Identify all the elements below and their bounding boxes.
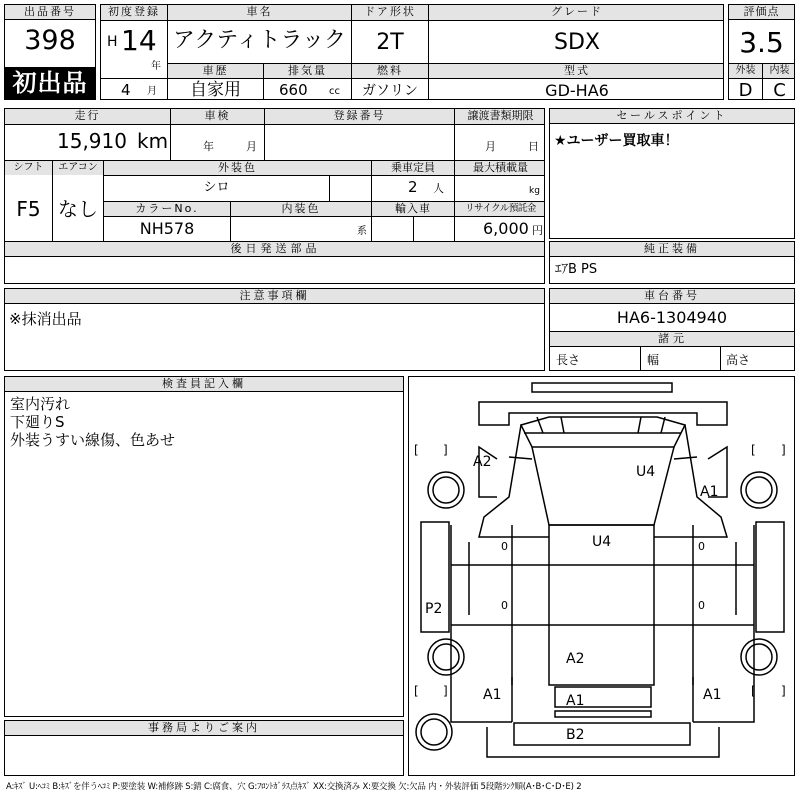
- mark-zero-3: 0: [501, 599, 508, 612]
- damage-tailgate: A1: [566, 693, 585, 709]
- car-name-label: 車名: [168, 5, 351, 20]
- capacity-unit: 人: [433, 182, 444, 195]
- max-load-unit: kg: [529, 186, 540, 196]
- chassis-box: [549, 288, 795, 371]
- mark-zero-1: 0: [501, 540, 508, 553]
- reg-no-label: 登録番号: [265, 109, 454, 124]
- era: H: [107, 34, 118, 50]
- office-box: [4, 720, 404, 776]
- car-history: 自家用: [190, 80, 241, 100]
- max-load-label: 最大積載量: [455, 161, 545, 175]
- notes-text: ※抹消出品: [9, 310, 82, 328]
- displacement-unit: cc: [329, 86, 340, 97]
- fuel-label: 燃料: [352, 64, 428, 78]
- details-block: [4, 108, 545, 284]
- lot-number-label: 出品番号: [5, 5, 95, 20]
- sales-point-box: [549, 108, 795, 239]
- reg-year: 14: [121, 24, 157, 57]
- score-label: 評価点: [729, 5, 794, 20]
- notes-label: 注意事項欄: [5, 289, 544, 304]
- bracket-rear-right-close: ]: [781, 684, 786, 698]
- displacement-label: 排気量: [264, 64, 351, 78]
- sales-point-label: セールスポイント: [550, 109, 794, 124]
- chassis-label: 車台番号: [550, 289, 794, 304]
- year-unit: 年: [151, 61, 161, 72]
- recycle-fee: 6,000: [483, 219, 529, 238]
- inspector-label: 検査員記入欄: [5, 377, 403, 392]
- bracket-front-left-open: [: [414, 443, 419, 457]
- damage-left-rocker: P2: [425, 601, 443, 617]
- damage-bed-mid: A2: [566, 651, 585, 667]
- length-label: 長さ: [556, 353, 581, 367]
- damage-front-right-fender: A1: [700, 484, 719, 500]
- inspector-line-1: 室内汚れ: [10, 395, 71, 413]
- mileage: 15,910: [57, 129, 127, 153]
- transfer-label: 譲渡書類期限: [455, 109, 545, 124]
- mileage-label: 走行: [5, 109, 170, 124]
- door-label: ドア形状: [352, 5, 428, 20]
- bracket-front-left-close: ]: [443, 443, 448, 457]
- equipment-box: [549, 241, 795, 284]
- score: 3.5: [739, 26, 784, 59]
- inspection-month-unit: 月: [246, 140, 257, 153]
- car-outline: [409, 377, 795, 776]
- mark-zero-2: 0: [698, 540, 705, 553]
- lot-number: 398: [24, 25, 76, 56]
- bracket-rear-left-close: ]: [443, 684, 448, 698]
- door-type: 2T: [376, 30, 404, 55]
- inspector-box: [4, 376, 404, 717]
- first-listing-badge: 初出品: [5, 67, 95, 100]
- transfer-day-unit: 日: [528, 140, 539, 153]
- exterior-grade: D: [738, 80, 753, 100]
- damage-diagram: [408, 376, 795, 776]
- shift: F5: [16, 197, 41, 221]
- ext-color: シロ: [203, 180, 230, 195]
- vehicle-header: [100, 4, 724, 100]
- bracket-rear-right-open: [: [751, 684, 756, 698]
- fuel: ガソリン: [362, 83, 418, 99]
- int-color-unit: 系: [357, 226, 367, 237]
- lot-number-box: [4, 4, 96, 100]
- interior-label: 内装: [763, 64, 795, 78]
- ext-color-label: 外装色: [104, 161, 371, 175]
- damage-rear-bumper: B2: [566, 727, 585, 743]
- first-reg-label: 初度登録: [101, 5, 167, 20]
- transfer-month-unit: 月: [485, 140, 496, 153]
- color-no-label: カラーNo.: [104, 202, 230, 216]
- mileage-unit: km: [137, 129, 169, 153]
- score-box: [728, 4, 795, 100]
- inspector-line-2: 下廻りS: [10, 413, 65, 431]
- inspection-year-unit: 年: [203, 140, 214, 153]
- sales-point-text: ★ユーザー買取車！: [554, 133, 679, 149]
- bracket-front-right-close: ]: [781, 443, 786, 457]
- model-label: 型式: [429, 64, 724, 78]
- recycle-label: リサイクル預託金: [455, 202, 545, 216]
- damage-roof-mid: U4: [592, 534, 612, 550]
- later-parts-label: 後日発送部品: [5, 242, 545, 256]
- history-label: 車歴: [168, 64, 263, 78]
- bracket-front-right-open: [: [751, 443, 756, 457]
- interior-grade: C: [773, 80, 786, 100]
- color-number: NH578: [139, 219, 195, 238]
- bracket-rear-left-open: [: [414, 684, 419, 698]
- int-color-label: 内装色: [231, 202, 371, 216]
- mark-zero-4: 0: [698, 599, 705, 612]
- notes-box: [4, 288, 545, 371]
- shift-label: シフト: [5, 161, 52, 175]
- inspection-label: 車検: [171, 109, 264, 124]
- damage-rear-left: A1: [483, 687, 502, 703]
- equipment-label: 純正装備: [550, 242, 794, 257]
- spec-label: 諸元: [550, 332, 795, 346]
- width-label: 幅: [647, 353, 660, 367]
- damage-rear-right: A1: [703, 687, 722, 703]
- reg-month: 4: [121, 81, 131, 99]
- exterior-label: 外装: [729, 64, 762, 78]
- chassis-number: HA6-1304940: [616, 308, 728, 327]
- height-label: 高さ: [726, 353, 751, 367]
- equipment-text: ｴｱB PS: [555, 262, 598, 277]
- inspector-line-3: 外装うすい線傷、色あせ: [10, 431, 176, 449]
- displacement: 660: [279, 81, 308, 99]
- import-label: 輸入車: [372, 202, 454, 216]
- air-conditioner: なし: [58, 197, 98, 221]
- recycle-unit: 円: [532, 224, 543, 237]
- damage-legend: A:ｷｽﾞ U:ﾍｺﾐ B:ｷｽﾞを伴うﾍｺﾐ P:要塗装 W:補修跡 S:錆 C:腐食、穴 G:ﾌﾛﾝﾄｶﾞﾗｽ点ｷｽﾞ XX:交換済み X:要交換 欠:欠品 内・外装評価 5段階ﾗﾝｸ順(A･B･C･D･E) 2: [6, 782, 582, 792]
- office-label: 事務局よりご案内: [5, 721, 403, 736]
- month-unit: 月: [147, 86, 157, 97]
- ac-label: エアコン: [53, 161, 103, 175]
- car-name: アクティトラック: [172, 28, 347, 53]
- grade: SDX: [554, 30, 600, 55]
- damage-roof-front: U4: [636, 464, 656, 480]
- capacity-label: 乗車定員: [372, 161, 454, 175]
- model-code: GD-HA6: [545, 81, 609, 100]
- damage-front-left: A2: [473, 454, 492, 470]
- grade-label: グレード: [429, 5, 724, 20]
- capacity: 2: [408, 178, 418, 196]
